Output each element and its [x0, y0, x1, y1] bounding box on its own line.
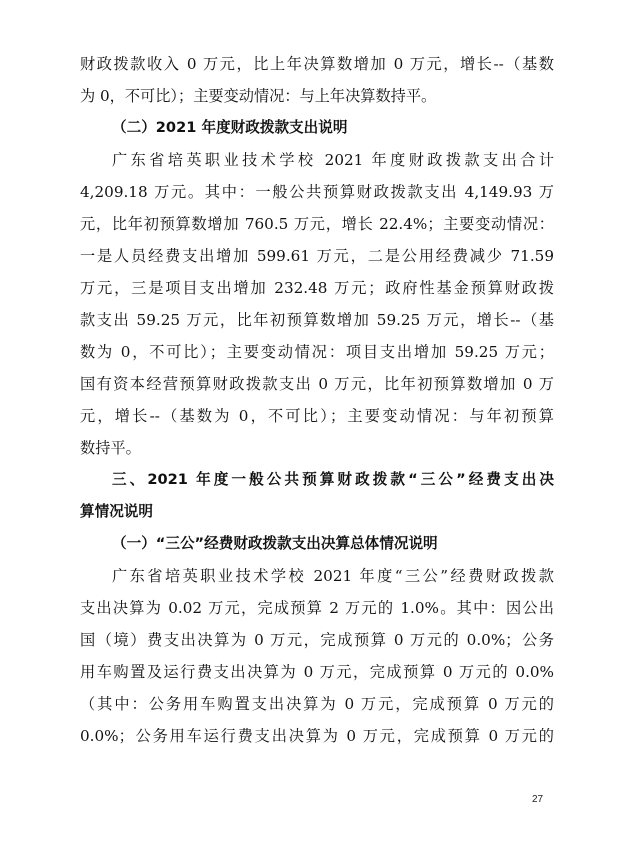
text-line: 用车购置及运行费支出决算为 0 万元，完成预算 0 万元的 0.0% [80, 663, 554, 681]
text-line: 元，增长--（基数为 0，不可比）；主要变动情况：与年初预算 [80, 407, 554, 425]
text-line: 财政拨款收入 0 万元，比上年决算数增加 0 万元，增长--（基数 [80, 55, 554, 73]
text-line: 广东省培英职业技术学校 2021 年度“三公”经费财政拨款 [112, 567, 554, 585]
text-line: 4,209.18 万元。其中：一般公共预算财政拨款支出 4,149.93 万 [80, 183, 554, 201]
text-line: 一是人员经费支出增加 599.61 万元，二是公用经费减少 71.59 [80, 247, 554, 265]
text-line: 款支出 59.25 万元，比年初预算数增加 59.25 万元，增长--（基 [80, 311, 554, 329]
text-line: 为 0，不可比）；主要变动情况：与上年决算数持平。 [80, 87, 437, 105]
text-line: （其中：公务用车购置支出决算为 0 万元，完成预算 0 万元的 [80, 695, 554, 713]
page-number: 27 [532, 794, 544, 805]
text-line: 国有资本经营预算财政拨款支出 0 万元，比年初预算数增加 0 万 [80, 375, 554, 393]
section-heading: （二）2021 年度财政拨款支出说明 [112, 119, 348, 136]
text-line: 元，比年初预算数增加 760.5 万元，增长 22.4%；主要变动情况： [80, 215, 554, 233]
text-line: 数持平。 [80, 439, 141, 457]
subsection-heading: （一）“三公”经费财政拨款支出决算总体情况说明 [112, 535, 438, 552]
text-line: 数为 0，不可比）；主要变动情况：项目支出增加 59.25 万元； [80, 343, 554, 361]
text-line: 0.0%；公务用车运行费支出决算为 0 万元，完成预算 0 万元的 [80, 727, 554, 745]
section-heading-continued: 算情况说明 [80, 503, 153, 520]
text-line: 国（境）费支出决算为 0 万元，完成预算 0 万元的 0.0%；公务 [80, 631, 554, 649]
text-line: 支出决算为 0.02 万元，完成预算 2 万元的 1.0%。其中：因公出 [80, 599, 554, 617]
text-line: 广东省培英职业技术学校 2021 年度财政拨款支出合计 [112, 151, 554, 169]
section-heading: 三、2021 年度一般公共预算财政拨款“三公”经费支出决 [112, 471, 554, 488]
text-line: 万元，三是项目支出增加 232.48 万元；政府性基金预算财政拨 [80, 279, 554, 297]
